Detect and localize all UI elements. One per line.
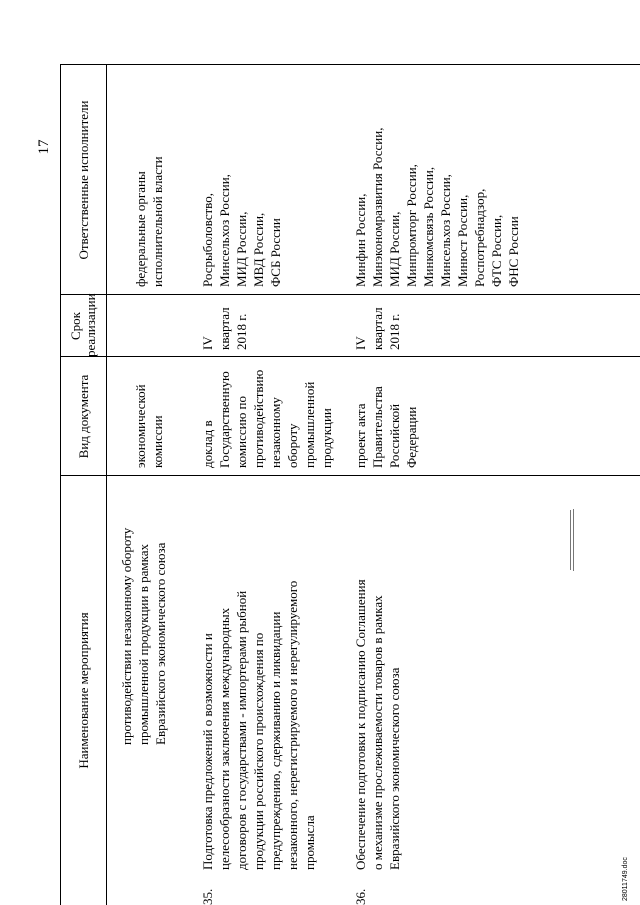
page-number: 17 bbox=[36, 139, 52, 155]
col-divider-2 bbox=[60, 356, 640, 357]
col-divider-1 bbox=[60, 475, 640, 476]
row36-executors: Минфин России, Минэкономразвития России, МИД России, Минпромторг России, Минкомсвязь России, Минсельхоз России, Минюст России, Роспотребнадзор, ФТС России, ФНС России bbox=[353, 127, 521, 287]
row36-deadline: IV квартал 2018 г. bbox=[353, 307, 402, 350]
closing-rule-2 bbox=[573, 509, 574, 571]
document-code: 28011749.doc bbox=[622, 857, 629, 901]
row35-name: Подготовка предложений о возможности и целесообразности заключения международных договоров с государствами - импортерами рыбной продукции российского происхождения по предупреждению, сдерживанию и ликвидации незаконного, нерегистрируемого и нерегулируемого промысла bbox=[200, 580, 317, 870]
row36-name: Обеспечение подготовки к подписанию Соглашения о механизме прослеживаемости товаров в рамках Евразийского экономического союза bbox=[353, 579, 402, 870]
closing-rule-1 bbox=[570, 510, 571, 570]
row36-doc-type: проект акта Правительства Российской Федерации bbox=[353, 386, 419, 468]
header-name: Наименование мероприятия bbox=[76, 612, 91, 769]
row0-doc-type: экономической комиссии bbox=[133, 384, 165, 468]
row0-executors: федеральные органы исполнительной власти bbox=[133, 156, 165, 287]
header-deadline: Срок реализации bbox=[68, 293, 98, 357]
header-executors: Ответственные исполнители bbox=[76, 100, 91, 260]
table-top-border bbox=[60, 65, 61, 905]
row0-name: противодействии незаконному обороту промышленной продукции в рамках Евразийского экономического союза bbox=[119, 527, 168, 745]
row36-number: 36. bbox=[353, 888, 368, 905]
header-bottom-border bbox=[106, 65, 107, 905]
header-doc-type: Вид документа bbox=[76, 374, 91, 459]
row35-executors: Росрыболовство, Минсельхоз России, МИД России, МВД России, ФСБ России bbox=[200, 174, 283, 287]
row35-number: 35. bbox=[200, 888, 215, 905]
row35-deadline: IV квартал 2018 г. bbox=[200, 307, 249, 350]
table-right-border bbox=[60, 64, 640, 65]
row35-doc-type: доклад в Государственную комиссию по противодействию незаконному обороту промышленной продукции bbox=[200, 369, 334, 468]
col-divider-3 bbox=[60, 294, 640, 295]
